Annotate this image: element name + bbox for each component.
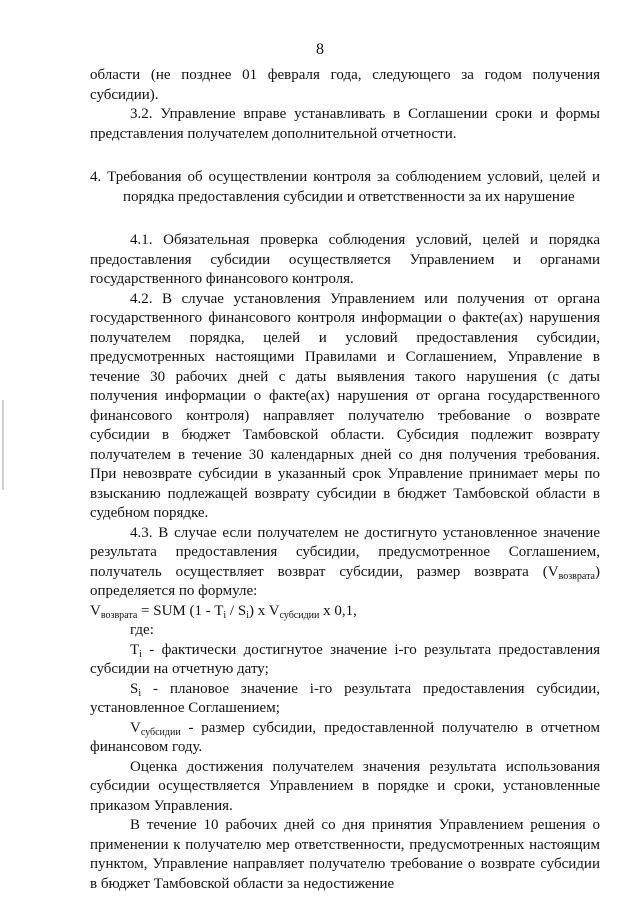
formula-s-sub: субсидии: [279, 609, 320, 621]
paragraph-3-1-continued: области (не позднее 01 февраля года, следующего за годом получения субсидии).: [90, 67, 600, 103]
p43-text: 4.3. В случае если получателем не достигнуто установленное значение результата предоставления субсидии, предусмотренное Соглашением, получатель осуществляет возврат субсидии, размер возврата (V: [90, 524, 600, 580]
formula-x: ) x V: [248, 602, 280, 619]
p43-end: ) определяется по формуле:: [90, 563, 600, 599]
section-4-heading: 4. Требования об осуществлении контроля за соблюдением условий, целей и порядка предоставления субсидии и ответственности за их нарушение: [90, 169, 600, 205]
definition-t: [90, 641, 600, 680]
paragraph-4-2: 4.2. В случае установления Управлением или получения от органа государственного финансового контроля информации о факте(ах) нарушения получателем порядка, целей и условий предоставления субсидии, предусмотренных настоящими Правилами и Соглашением, Управление в течение 30 рабочих дней с даты выявления такого нарушения (с даты получения информации о факте(ах) нарушения от органа государственного финансового контроля) направляет получателю требование о возврате субсидии в бюджет Тамбовской области. Субсидия подлежит возврату получателем в течение 30 календарных дней со дня получения требования. При невозврате субсидии в указанный срок Управление принимает меры по взысканию подлежащей возврату субсидии в бюджет Тамбовской области в судебном порядке.: [90, 290, 600, 521]
def-v-sub: субсидии: [140, 726, 181, 738]
definition-s: [90, 680, 600, 719]
paragraph-final: В течение 10 рабочих дней со дня принятия Управлением решения о применении к получателю мер ответственности, предусмотренных настоящим пунктом, Управление направляет получателю требование о возврате субсидии в бюджет Тамбовской области за недостижение: [90, 817, 600, 892]
paragraph-4-3: [90, 524, 600, 602]
def-v-text: - размер субсидии, предоставленной получателю в отчетном финансовом году.: [90, 719, 600, 755]
formula-tail: x 0,1,: [319, 602, 357, 619]
formula-mid: = SUM (1 - T: [137, 602, 224, 619]
formula-v-sub: возврата: [100, 609, 138, 621]
formula-v: V: [90, 602, 101, 619]
def-v-symbol: V: [130, 719, 141, 736]
p43-sub: возврата: [558, 570, 595, 582]
paragraph-3-2: 3.2. Управление вправе устанавливать в Соглашении сроки и формы представления получателем дополнительной отчетности.: [90, 106, 600, 142]
page-number: 8: [316, 41, 324, 58]
formula-i2: i: [246, 609, 249, 621]
document-body: [90, 66, 600, 894]
def-t-text: - фактически достигнутое значение i-го результата предоставления субсидии на отчетную дату;: [90, 641, 600, 677]
scan-margin-mark: [2, 400, 4, 490]
formula-i1: i: [223, 609, 227, 621]
paragraph-evaluation: Оценка достижения получателем значения результата использования субсидии осуществляется Управлением в порядке и сроки, установленные приказом Управления.: [90, 758, 600, 814]
def-t-symbol: T: [130, 641, 140, 658]
where-label: где:: [130, 622, 154, 638]
formula-div: / S: [226, 602, 247, 619]
def-s-sub: i: [138, 687, 142, 699]
definition-v: [90, 719, 600, 758]
paragraph-4-1: 4.1. Обязательная проверка соблюдения условий, целей и порядка предоставления субсидии осуществляется Управлением и органами государственного финансового контроля.: [90, 232, 600, 287]
return-formula: [90, 602, 600, 622]
def-s-symbol: S: [130, 680, 139, 697]
def-s-text: - плановое значение i-го результата предоставления субсидии, установленное Соглашением;: [90, 680, 600, 716]
def-t-sub: i: [139, 648, 142, 660]
